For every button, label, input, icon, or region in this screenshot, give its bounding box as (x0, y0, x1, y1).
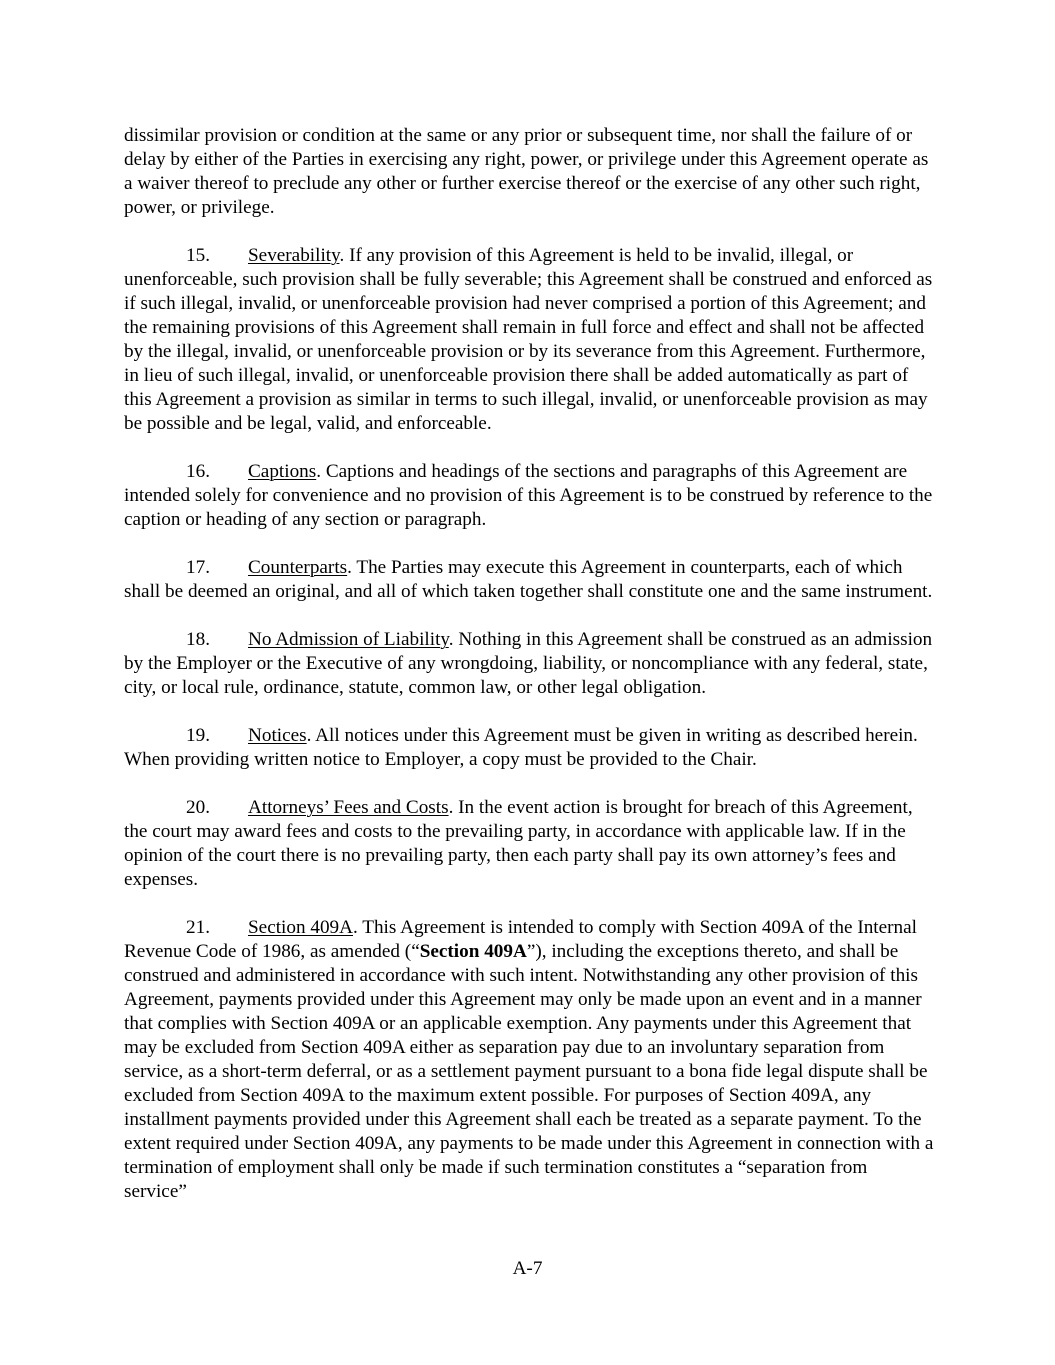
section-15-severability (124, 244, 934, 436)
section-21-section-409a (124, 916, 934, 1204)
section-number: 21. (186, 917, 210, 938)
section-number: 15. (186, 245, 210, 266)
section-heading: Section 409A (248, 917, 353, 938)
continuation-paragraph (124, 124, 934, 220)
section-19-notices (124, 724, 934, 772)
section-text: . If any provision of this Agreement is held to be invalid, illegal, or unenforceable, such provision shall be fully severable; this Agreement shall be construed and enforced as if such illegal, invalid, or unenforceable provision had never comprised a portion of this Agreement; and the remaining provisions of this Agreement shall remain in full force and effect and shall not be affected by the illegal, invalid, or unenforceable provision or by its severance from this Agreement. Furthermore, in lieu of such illegal, invalid, or unenforceable provision there shall be added automatically as part of this Agreement a provision as similar in terms to such illegal, invalid, or unenforceable provision as may be possible and be legal, valid, and enforceable. (124, 245, 933, 434)
section-heading: Notices (248, 725, 307, 746)
section-heading: Counterparts (248, 557, 348, 578)
defined-term: Section 409A (419, 941, 527, 962)
continuation-text: dissimilar provision or condition at the same or any prior or subsequent time, nor shall the failure of or delay by either of the Parties in exercising any right, power, or privilege under this Agreement operate as a waiver thereof to preclude any other or further exercise thereof or the exercise of any other such right, power, or privilege. (124, 125, 929, 218)
section-number: 17. (186, 557, 210, 578)
section-heading: Attorneys’ Fees and Costs (248, 797, 449, 818)
section-20-attorneys-fees-and-costs (124, 796, 934, 892)
section-text: . All notices under this Agreement must be given in writing as described herein. When providing written notice to Employer, a copy must be provided to the Chair. (124, 725, 918, 770)
section-16-captions (124, 460, 934, 532)
section-heading: Severability (248, 245, 340, 266)
section-number: 19. (186, 725, 210, 746)
section-text-before-term: . This Agreement is intended to comply with Section 409A of the Internal Revenue Code of 1986, as amended (“ (124, 917, 917, 962)
section-heading: Captions (248, 461, 317, 482)
page-number: A-7 (512, 1258, 543, 1279)
section-heading: No Admission of Liability (248, 629, 449, 650)
section-text-after-term: ”), including the exceptions thereto, and shall be construed and administered in accordance with such intent. Notwithstanding any other provision of this Agreement, payments provided under this Agreement may only be made upon an event and in a manner that complies with Section 409A or an applicable exemption. Any payments under this Agreement that may be excluded from Section 409A either as separation pay due to an involuntary separation from service, as a short-term deferral, or as a settlement payment pursuant to a bona fide legal dispute shall be excluded from Section 409A to the maximum extent possible. For purposes of Section 409A, any installment payments provided under this Agreement shall each be treated as a separate payment. To the extent required under Section 409A, any payments to be made under this Agreement in connection with a termination of employment shall only be made if such termination constitutes a “separation from service” (124, 941, 934, 1202)
section-number: 20. (186, 797, 210, 818)
section-number: 16. (186, 461, 210, 482)
section-18-no-admission-of-liability (124, 628, 934, 700)
section-text: . Captions and headings of the sections and paragraphs of this Agreement are intended solely for convenience and no provision of this Agreement is to be construed by reference to the caption or heading of any section or paragraph. (124, 461, 933, 530)
section-17-counterparts (124, 556, 934, 604)
section-text: . The Parties may execute this Agreement in counterparts, each of which shall be deemed an original, and all of which taken together shall constitute one and the same instrument. (124, 557, 933, 602)
document-body (124, 124, 934, 1228)
section-text: . In the event action is brought for breach of this Agreement, the court may award fees and costs to the prevailing party, in accordance with applicable law. If in the opinion of the court there is no prevailing party, then each party shall pay its own attorney’s fees and expenses. (124, 797, 913, 890)
section-number: 18. (186, 629, 210, 650)
section-text: . Nothing in this Agreement shall be construed as an admission by the Employer or the Executive of any wrongdoing, liability, or noncompliance with any federal, state, city, or local rule, ordinance, statute, common law, or other legal obligation. (124, 629, 933, 698)
